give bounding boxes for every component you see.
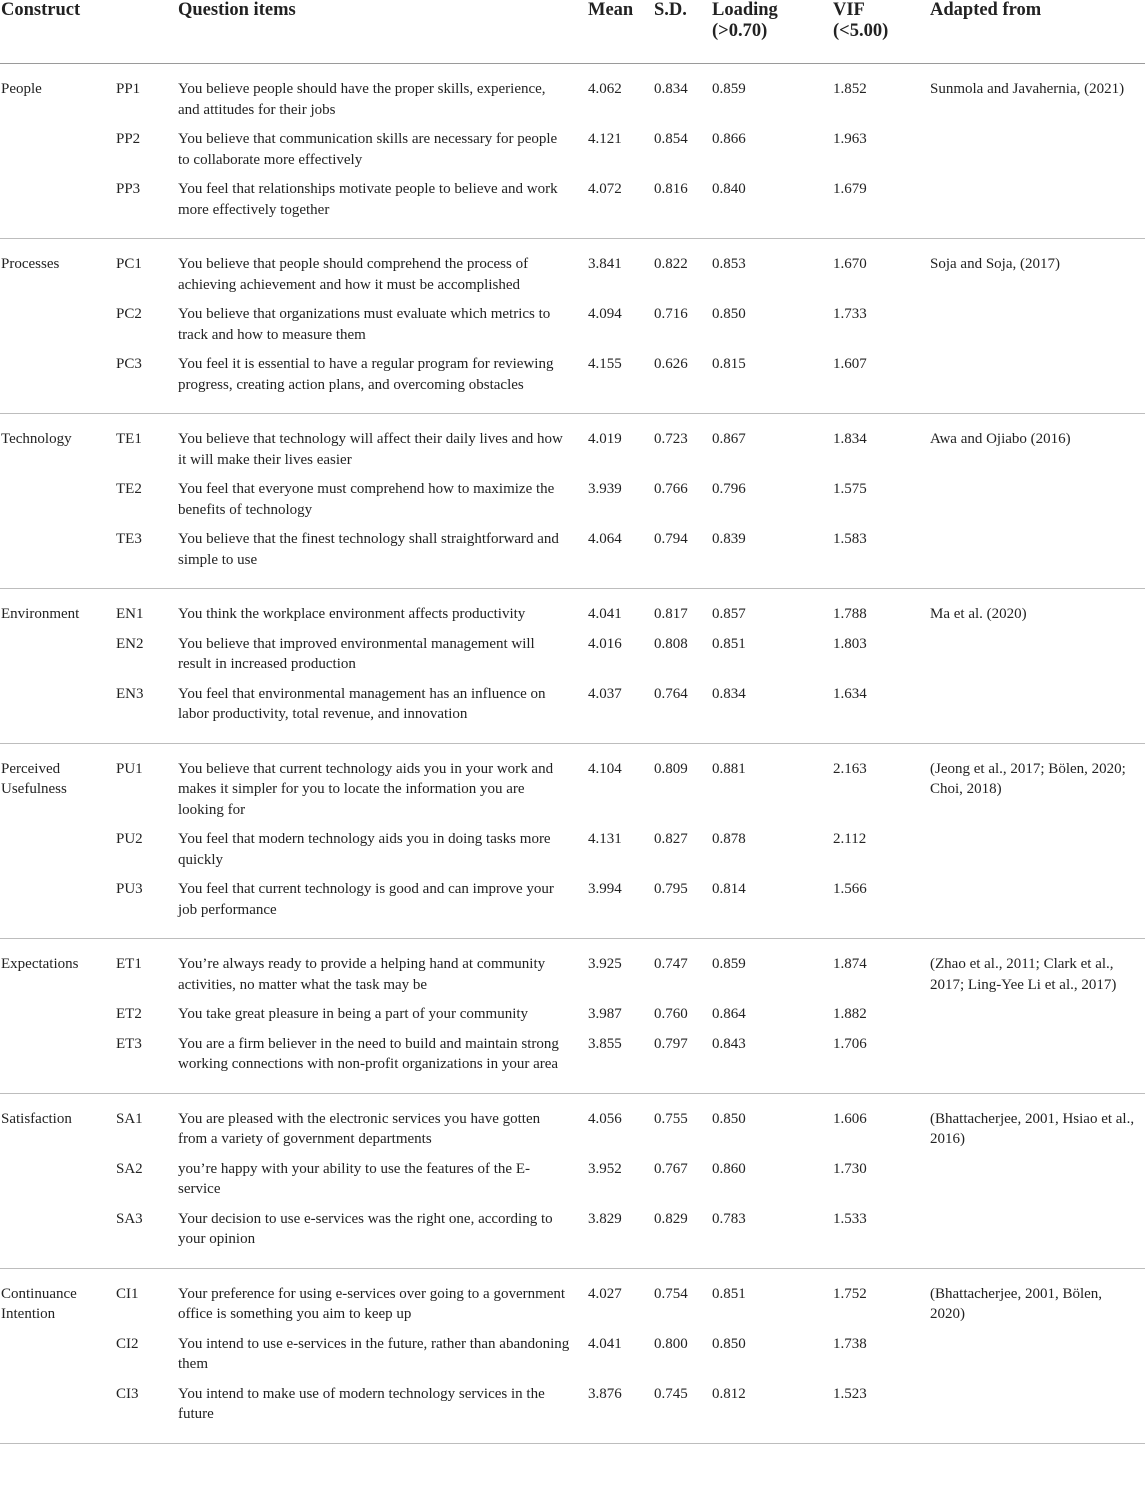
adapted-from-cell (930, 1200, 1145, 1269)
loading-value: 0.881 (712, 760, 746, 777)
item-code: PP3 (116, 181, 141, 197)
table-row (0, 1200, 1145, 1269)
question-text: You believe that current technology aids you in your work and makes it simpler for you to locate the information you are looking for (178, 760, 554, 818)
sd-value: 0.767 (654, 1160, 688, 1177)
header-sd: S.D. (654, 0, 712, 64)
adapted-from-cell (930, 345, 1145, 414)
loading-value: 0.866 (712, 131, 746, 147)
item-code: ET2 (116, 1006, 142, 1022)
adapted-from-cell (930, 625, 1145, 675)
item-code: TE1 (116, 431, 142, 447)
item-code: ET1 (116, 956, 142, 972)
header-construct: Construct (0, 0, 116, 64)
mean-value: 3.952 (588, 1160, 622, 1177)
question-text: You believe that technology will affect their daily lives and how it will make their lives easier (178, 431, 563, 468)
table-row (0, 870, 1145, 939)
adapted-from-cell (930, 470, 1145, 520)
table-row (0, 1375, 1145, 1444)
mean-value: 4.064 (588, 531, 622, 547)
header-code (116, 0, 178, 64)
loading-value: 0.839 (712, 531, 746, 547)
question-text: You believe people should have the proper skills, experience, and attitudes for their jobs (178, 81, 546, 118)
item-code: PC1 (116, 256, 142, 272)
mean-value: 4.016 (588, 635, 622, 652)
vif-value: 1.752 (833, 1285, 867, 1302)
table-row (0, 939, 1145, 996)
construct-cell (0, 295, 116, 345)
header-adapted-from: Adapted from (930, 0, 1145, 64)
construct-cell (0, 120, 116, 170)
question-text: You feel that everyone must comprehend how to maximize the benefits of technology (178, 481, 555, 518)
header-loading-label: Loading (712, 0, 778, 20)
item-code: PU2 (116, 831, 143, 847)
table-row (0, 675, 1145, 744)
item-code: SA3 (116, 1210, 143, 1227)
table-row (0, 1093, 1145, 1150)
construct-cell (0, 520, 116, 589)
construct-cell (0, 170, 116, 239)
item-code: SA1 (116, 1110, 143, 1127)
table-row (0, 170, 1145, 239)
construct-cell: Environment (1, 606, 80, 622)
mean-value: 4.121 (588, 131, 622, 147)
table-row (0, 345, 1145, 414)
sd-value: 0.747 (654, 956, 688, 972)
question-text: You believe that the finest technology shall straightforward and simple to use (178, 531, 559, 568)
loading-value: 0.851 (712, 635, 746, 652)
adapted-from-cell: (Jeong et al., 2017; Bölen, 2020; Choi, 2018) (930, 760, 1126, 797)
vif-value: 1.634 (833, 685, 867, 702)
sd-value: 0.754 (654, 1285, 688, 1302)
sd-value: 0.854 (654, 131, 688, 147)
table-row (0, 995, 1145, 1025)
question-text: You’re always ready to provide a helping hand at community activities, no matter what the task may be (178, 956, 546, 993)
sd-value: 0.755 (654, 1110, 688, 1127)
loading-value: 0.814 (712, 881, 746, 897)
item-code: TE2 (116, 481, 142, 497)
table-row (0, 64, 1145, 121)
vif-value: 1.523 (833, 1385, 867, 1402)
question-text: Your decision to use e-services was the right one, according to your opinion (178, 1210, 553, 1247)
table-row (0, 414, 1145, 471)
item-code: EN1 (116, 606, 144, 622)
loading-value: 0.834 (712, 685, 746, 702)
sd-value: 0.800 (654, 1335, 688, 1352)
mean-value: 3.925 (588, 956, 622, 972)
vif-value: 1.852 (833, 81, 867, 97)
question-text: Your preference for using e-services over going to a government office is something you aim to keep up (178, 1285, 566, 1322)
mean-value: 4.094 (588, 306, 622, 322)
table-row (0, 743, 1145, 820)
question-text: you’re happy with your ability to use the features of the E-service (178, 1160, 530, 1197)
mean-value: 3.829 (588, 1210, 622, 1227)
sd-value: 0.766 (654, 481, 688, 497)
adapted-from-cell (930, 295, 1145, 345)
adapted-from-cell (930, 1025, 1145, 1094)
construct-cell: People (1, 81, 42, 97)
construct-cell (0, 345, 116, 414)
question-text: You feel that modern technology aids you in doing tasks more quickly (178, 831, 551, 868)
loading-value: 0.783 (712, 1210, 746, 1227)
loading-value: 0.859 (712, 81, 746, 97)
table-row (0, 520, 1145, 589)
sd-value: 0.817 (654, 606, 688, 622)
vif-value: 1.679 (833, 181, 867, 197)
table-row (0, 239, 1145, 296)
question-text: You are pleased with the electronic services you have gotten from a variety of government departments (178, 1110, 541, 1147)
construct-cell: Perceived Usefulness (1, 760, 67, 797)
item-code: CI3 (116, 1385, 139, 1402)
construct-cell (0, 870, 116, 939)
loading-value: 0.853 (712, 256, 746, 272)
construct-cell (0, 625, 116, 675)
header-vif-label: VIF (833, 0, 865, 20)
adapted-from-cell (930, 120, 1145, 170)
adapted-from-cell (930, 1150, 1145, 1200)
sd-value: 0.626 (654, 356, 688, 372)
table-row (0, 625, 1145, 675)
item-code: PC2 (116, 306, 142, 322)
adapted-from-cell (930, 1375, 1145, 1444)
vif-value: 1.733 (833, 306, 867, 322)
vif-value: 1.706 (833, 1035, 867, 1052)
question-text: You feel that environmental management has an influence on labor productivity, total revenue, and innovation (178, 685, 546, 722)
construct-cell (0, 470, 116, 520)
sd-value: 0.808 (654, 635, 688, 652)
item-code: ET3 (116, 1035, 142, 1052)
mean-value: 3.876 (588, 1385, 622, 1402)
adapted-from-cell: Sunmola and Javahernia, (2021) (930, 81, 1125, 97)
loading-value: 0.878 (712, 831, 746, 847)
loading-value: 0.864 (712, 1006, 746, 1022)
loading-value: 0.815 (712, 356, 746, 372)
loading-value: 0.850 (712, 1110, 746, 1127)
mean-value: 3.939 (588, 481, 622, 497)
item-code: CI1 (116, 1285, 139, 1302)
vif-value: 1.607 (833, 356, 867, 372)
loading-value: 0.843 (712, 1035, 746, 1052)
vif-value: 1.874 (833, 956, 867, 972)
construct-cell (0, 1150, 116, 1200)
adapted-from-cell: Soja and Soja, (2017) (930, 256, 1060, 272)
question-text: You are a firm believer in the need to build and maintain strong working connections with non-profit organizations in your area (178, 1035, 559, 1072)
adapted-from-cell (930, 870, 1145, 939)
question-text: You feel it is essential to have a regular program for reviewing progress, creating action plans, and overcoming obstacles (178, 356, 554, 393)
table-row (0, 1150, 1145, 1200)
adapted-from-cell (930, 1325, 1145, 1375)
construct-cell: Technology (1, 431, 72, 447)
sd-value: 0.809 (654, 760, 688, 777)
mean-value: 3.841 (588, 256, 622, 272)
item-code: PP2 (116, 131, 141, 147)
mean-value: 4.041 (588, 1335, 622, 1352)
adapted-from-cell (930, 675, 1145, 744)
loading-value: 0.857 (712, 606, 746, 622)
loading-value: 0.812 (712, 1385, 746, 1402)
mean-value: 4.072 (588, 181, 622, 197)
table-header (0, 0, 1145, 64)
sd-value: 0.834 (654, 81, 688, 97)
sd-value: 0.797 (654, 1035, 688, 1052)
construct-cell (0, 1025, 116, 1094)
adapted-from-cell: (Zhao et al., 2011; Clark et al., 2017; Ling-Yee Li et al., 2017) (930, 956, 1117, 993)
vif-value: 1.575 (833, 481, 867, 497)
question-text: You feel that current technology is good and can improve your job performance (178, 881, 554, 918)
loading-value: 0.859 (712, 956, 746, 972)
table-row (0, 470, 1145, 520)
loading-value: 0.867 (712, 431, 746, 447)
mean-value: 4.056 (588, 1110, 622, 1127)
construct-cell (0, 1325, 116, 1375)
construct-cell: Expectations (1, 956, 79, 972)
adapted-from-cell (930, 170, 1145, 239)
vif-value: 1.963 (833, 131, 867, 147)
adapted-from-cell: (Bhattacherjee, 2001, Hsiao et al., 2016) (930, 1110, 1135, 1147)
mean-value: 4.155 (588, 356, 622, 372)
vif-value: 1.583 (833, 531, 867, 547)
construct-cell (0, 1200, 116, 1269)
construct-cell: Processes (1, 256, 60, 272)
table-body (0, 64, 1145, 1444)
sd-value: 0.764 (654, 685, 688, 702)
item-code: PU3 (116, 881, 143, 897)
table-row (0, 1025, 1145, 1094)
vif-value: 1.803 (833, 635, 867, 652)
adapted-from-cell: Ma et al. (2020) (930, 606, 1027, 622)
construct-cell (0, 820, 116, 870)
construct-cell (0, 1375, 116, 1444)
item-code: PP1 (116, 81, 141, 97)
sd-value: 0.723 (654, 431, 688, 447)
vif-value: 1.730 (833, 1160, 867, 1177)
question-text: You think the workplace environment affects productivity (178, 606, 526, 622)
mean-value: 4.131 (588, 831, 622, 847)
item-code: EN3 (116, 685, 144, 702)
mean-value: 4.041 (588, 606, 622, 622)
header-mean: Mean (588, 0, 654, 64)
adapted-from-cell: (Bhattacherjee, 2001, Bölen, 2020) (930, 1285, 1103, 1322)
loading-value: 0.860 (712, 1160, 746, 1177)
loading-value: 0.796 (712, 481, 746, 497)
adapted-from-cell (930, 995, 1145, 1025)
item-code: SA2 (116, 1160, 143, 1177)
mean-value: 4.027 (588, 1285, 622, 1302)
header-vif (833, 0, 930, 64)
vif-value: 2.163 (833, 760, 867, 777)
construct-cell: Continuance Intention (1, 1285, 77, 1322)
vif-value: 1.566 (833, 881, 867, 897)
question-text: You feel that relationships motivate people to believe and work more effectively together (178, 181, 558, 218)
loading-value: 0.851 (712, 1285, 746, 1302)
item-code: PC3 (116, 356, 142, 372)
question-text: You believe that organizations must evaluate which metrics to track and how to measure them (178, 306, 551, 343)
mean-value: 4.104 (588, 760, 622, 777)
table-row (0, 1325, 1145, 1375)
sd-value: 0.760 (654, 1006, 688, 1022)
item-code: EN2 (116, 635, 144, 652)
question-text: You believe that communication skills are necessary for people to collaborate more effectively (178, 131, 558, 168)
sd-value: 0.745 (654, 1385, 688, 1402)
question-text: You believe that improved environmental management will result in increased production (178, 635, 535, 672)
mean-value: 3.987 (588, 1006, 622, 1022)
sd-value: 0.822 (654, 256, 688, 272)
sd-value: 0.816 (654, 181, 688, 197)
question-text: You believe that people should comprehend the process of achieving achievement and how it must be accomplished (178, 256, 529, 293)
sd-value: 0.795 (654, 881, 688, 897)
mean-value: 3.994 (588, 881, 622, 897)
table-row (0, 120, 1145, 170)
vif-value: 1.738 (833, 1335, 867, 1352)
sd-value: 0.716 (654, 306, 688, 322)
mean-value: 4.062 (588, 81, 622, 97)
adapted-from-cell: Awa and Ojiabo (2016) (930, 431, 1071, 447)
loading-value: 0.850 (712, 1335, 746, 1352)
vif-value: 1.788 (833, 606, 867, 622)
adapted-from-cell (930, 820, 1145, 870)
loading-value: 0.850 (712, 306, 746, 322)
vif-value: 1.606 (833, 1110, 867, 1127)
table-row (0, 295, 1145, 345)
mean-value: 4.037 (588, 685, 622, 702)
header-loading (712, 0, 833, 64)
vif-value: 1.533 (833, 1210, 867, 1227)
question-text: You intend to make use of modern technology services in the future (178, 1385, 545, 1422)
question-text: You intend to use e-services in the future, rather than abandoning them (178, 1335, 570, 1372)
loading-value: 0.840 (712, 181, 746, 197)
item-code: TE3 (116, 531, 142, 547)
table-row (0, 1268, 1145, 1325)
construct-cell (0, 995, 116, 1025)
adapted-from-cell (930, 520, 1145, 589)
sd-value: 0.827 (654, 831, 688, 847)
construct-cell (0, 675, 116, 744)
header-question-items: Question items (178, 0, 588, 64)
mean-value: 4.019 (588, 431, 622, 447)
construct-cell: Satisfaction (1, 1110, 72, 1127)
header-vif-threshold: (<5.00) (833, 21, 889, 41)
vif-value: 2.112 (833, 831, 867, 847)
sd-value: 0.829 (654, 1210, 688, 1227)
question-text: You take great pleasure in being a part of your community (178, 1006, 529, 1022)
header-loading-threshold: (>0.70) (712, 21, 768, 41)
item-code: CI2 (116, 1335, 139, 1352)
vif-value: 1.882 (833, 1006, 867, 1022)
item-code: PU1 (116, 760, 143, 777)
vif-value: 1.670 (833, 256, 867, 272)
table-row (0, 589, 1145, 625)
vif-value: 1.834 (833, 431, 867, 447)
mean-value: 3.855 (588, 1035, 622, 1052)
header-row (0, 0, 1145, 64)
table-row (0, 820, 1145, 870)
sd-value: 0.794 (654, 531, 688, 547)
